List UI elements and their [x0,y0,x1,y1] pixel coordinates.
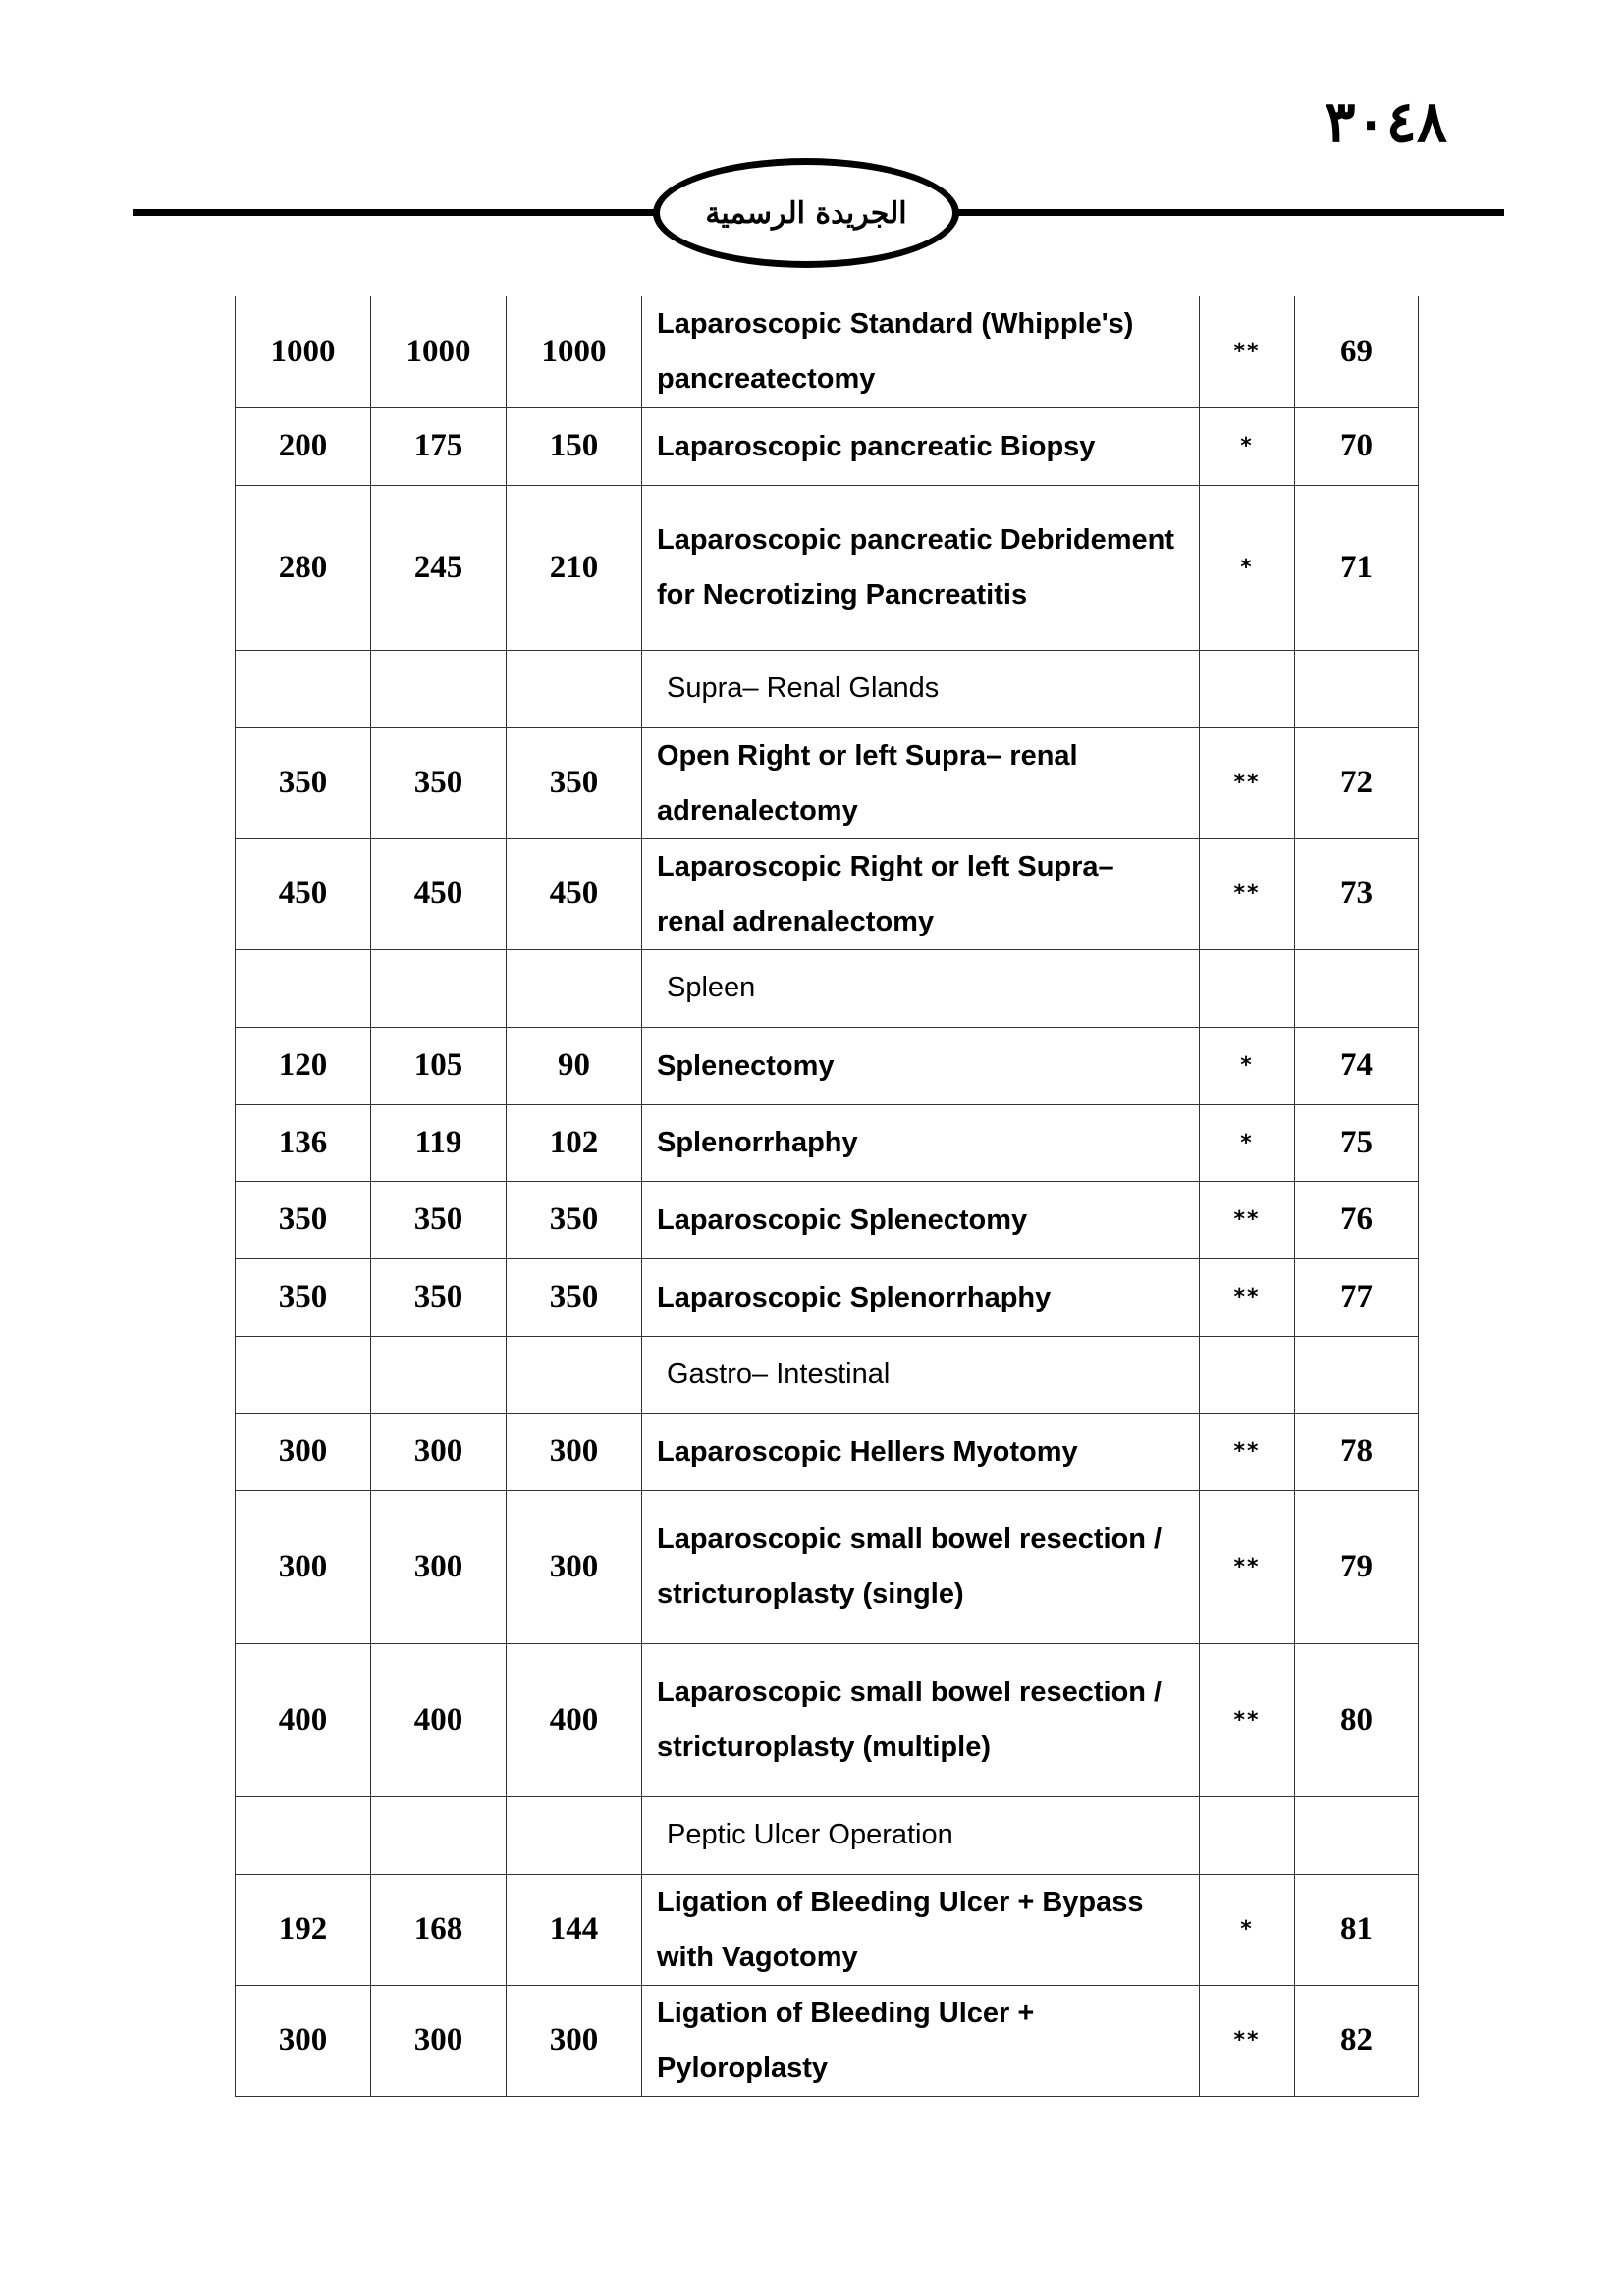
procedure-name: Ligation of Bleeding Ulcer + Pyloroplasty [642,1985,1200,2096]
procedure-name: Laparoscopic Hellers Myotomy [642,1413,1200,1490]
table-row [236,1985,1419,2096]
empty-cell [1295,650,1419,727]
empty-cell [371,650,507,727]
section-heading: Gastro– Intestinal [642,1336,1200,1413]
table-row [236,838,1419,949]
fee-table [235,296,1419,2097]
procedure-name: Open Right or left Supra– renal adrenalectomy [642,727,1200,838]
empty-cell [1200,949,1295,1027]
empty-cell [507,949,642,1027]
procedure-name: Laparoscopic Standard (Whipple's) pancreatectomy [642,296,1200,407]
fee-cell-3: 300 [507,1413,642,1490]
table-row [236,1027,1419,1104]
item-number: 78 [1295,1413,1419,1490]
fee-cell-3: 90 [507,1027,642,1104]
procedure-name: Laparoscopic Splenorrhaphy [642,1258,1200,1336]
category-mark: ** [1200,1490,1295,1643]
section-heading: Supra– Renal Glands [642,650,1200,727]
item-number: 75 [1295,1104,1419,1181]
category-mark: ** [1200,1643,1295,1796]
table-row [236,1413,1419,1490]
empty-cell [371,949,507,1027]
fee-cell-3: 1000 [507,296,642,407]
fee-cell-2: 175 [371,407,507,485]
fee-cell-3: 102 [507,1104,642,1181]
fee-cell-2: 105 [371,1027,507,1104]
fee-cell-2: 300 [371,1490,507,1643]
fee-cell-3: 350 [507,1181,642,1258]
category-mark: * [1200,485,1295,650]
fee-cell-2: 350 [371,1258,507,1336]
fee-cell-1: 200 [236,407,371,485]
empty-cell [1200,1796,1295,1874]
empty-cell [236,650,371,727]
section-row [236,1336,1419,1413]
section-row [236,949,1419,1027]
fee-cell-2: 400 [371,1643,507,1796]
procedure-name: Ligation of Bleeding Ulcer + Bypass with Vagotomy [642,1874,1200,1985]
fee-cell-2: 350 [371,1181,507,1258]
fee-cell-3: 400 [507,1643,642,1796]
procedure-name: Splenectomy [642,1027,1200,1104]
empty-cell [507,650,642,727]
header-title: الجريدة الرسمية [705,195,907,231]
fee-cell-2: 350 [371,727,507,838]
empty-cell [1295,1796,1419,1874]
empty-cell [1295,1336,1419,1413]
table-row [236,1104,1419,1181]
category-mark: ** [1200,838,1295,949]
empty-cell [507,1336,642,1413]
fee-cell-3: 300 [507,1490,642,1643]
category-mark: ** [1200,1413,1295,1490]
procedure-name: Laparoscopic Splenectomy [642,1181,1200,1258]
item-number: 82 [1295,1985,1419,2096]
fee-cell-3: 350 [507,727,642,838]
fee-cell-1: 300 [236,1985,371,2096]
table-row [236,1181,1419,1258]
table-row [236,1643,1419,1796]
table-row [236,1490,1419,1643]
item-number: 80 [1295,1643,1419,1796]
item-number: 70 [1295,407,1419,485]
empty-cell [1200,650,1295,727]
fee-cell-3: 300 [507,1985,642,2096]
empty-cell [236,1336,371,1413]
category-mark: ** [1200,1181,1295,1258]
category-mark: ** [1200,1258,1295,1336]
fee-cell-1: 280 [236,485,371,650]
section-heading: Peptic Ulcer Operation [642,1796,1200,1874]
empty-cell [1200,1336,1295,1413]
empty-cell [371,1796,507,1874]
fee-cell-1: 1000 [236,296,371,407]
page-number: ٣٠٤٨ [1325,88,1447,155]
category-mark: * [1200,1104,1295,1181]
empty-cell [1295,949,1419,1027]
table-row [236,1874,1419,1985]
procedure-name: Laparoscopic pancreatic Biopsy [642,407,1200,485]
fee-cell-1: 300 [236,1490,371,1643]
fee-cell-3: 450 [507,838,642,949]
category-mark: ** [1200,1985,1295,2096]
item-number: 73 [1295,838,1419,949]
section-heading: Spleen [642,949,1200,1027]
procedure-name: Splenorrhaphy [642,1104,1200,1181]
category-mark: ** [1200,296,1295,407]
fee-cell-1: 350 [236,1181,371,1258]
item-number: 81 [1295,1874,1419,1985]
procedure-name: Laparoscopic Right or left Supra– renal adrenalectomy [642,838,1200,949]
empty-cell [371,1336,507,1413]
item-number: 79 [1295,1490,1419,1643]
item-number: 71 [1295,485,1419,650]
item-number: 72 [1295,727,1419,838]
table-row [236,1258,1419,1336]
fee-cell-2: 300 [371,1413,507,1490]
fee-cell-2: 168 [371,1874,507,1985]
fee-cell-2: 1000 [371,296,507,407]
category-mark: ** [1200,727,1295,838]
fee-cell-2: 245 [371,485,507,650]
fee-cell-3: 144 [507,1874,642,1985]
item-number: 69 [1295,296,1419,407]
fee-cell-3: 350 [507,1258,642,1336]
fee-cell-1: 450 [236,838,371,949]
fee-cell-1: 400 [236,1643,371,1796]
fee-cell-1: 350 [236,727,371,838]
fee-cell-3: 210 [507,485,642,650]
table-row [236,407,1419,485]
procedure-name: Laparoscopic small bowel resection / stricturoplasty (single) [642,1490,1200,1643]
procedure-name: Laparoscopic pancreatic Debridement for Necrotizing Pancreatitis [642,485,1200,650]
section-row [236,1796,1419,1874]
category-mark: * [1200,407,1295,485]
fee-cell-1: 300 [236,1413,371,1490]
fee-cell-1: 120 [236,1027,371,1104]
fee-cell-3: 150 [507,407,642,485]
section-row [236,650,1419,727]
item-number: 77 [1295,1258,1419,1336]
item-number: 74 [1295,1027,1419,1104]
fee-cell-1: 350 [236,1258,371,1336]
procedure-name: Laparoscopic small bowel resection / stricturoplasty (multiple) [642,1643,1200,1796]
empty-cell [236,949,371,1027]
table-row [236,485,1419,650]
fee-cell-2: 450 [371,838,507,949]
category-mark: * [1200,1874,1295,1985]
fee-cell-1: 136 [236,1104,371,1181]
header-emblem [653,158,959,268]
fee-cell-2: 300 [371,1985,507,2096]
fee-cell-1: 192 [236,1874,371,1985]
table-row [236,296,1419,407]
category-mark: * [1200,1027,1295,1104]
item-number: 76 [1295,1181,1419,1258]
table-row [236,727,1419,838]
empty-cell [507,1796,642,1874]
empty-cell [236,1796,371,1874]
fee-cell-2: 119 [371,1104,507,1181]
